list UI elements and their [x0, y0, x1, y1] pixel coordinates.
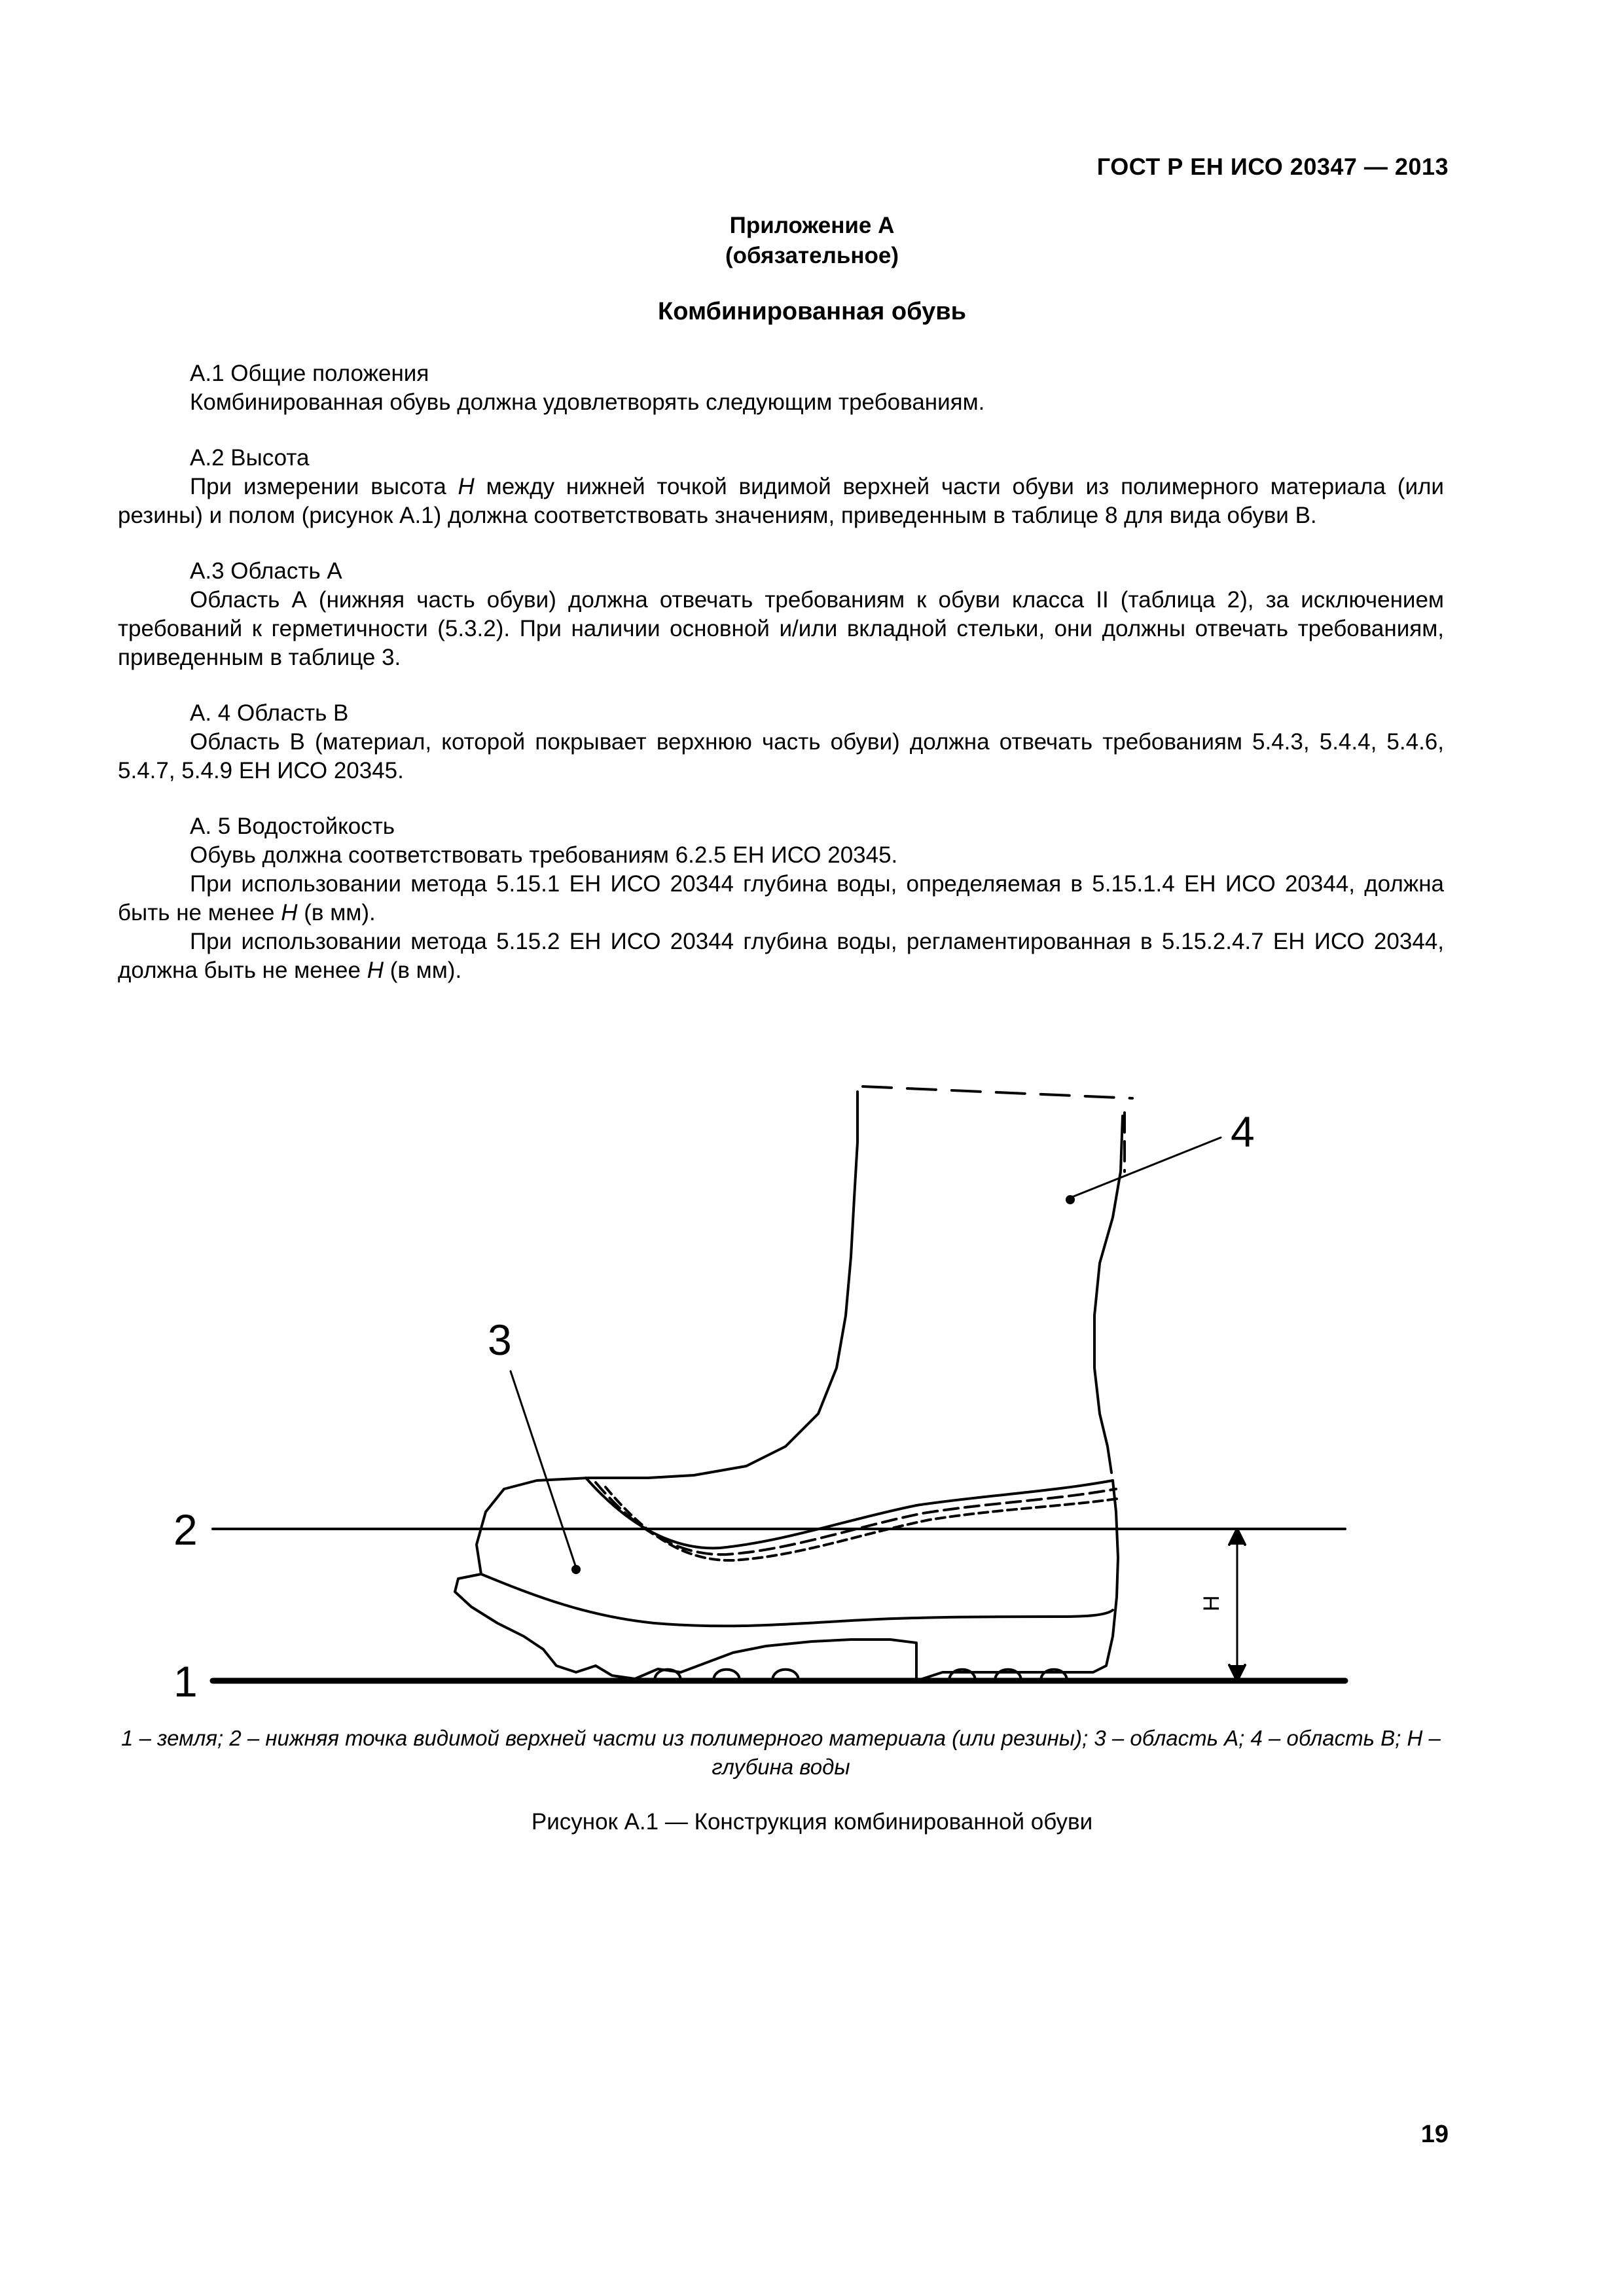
- figure-legend: 1 – земля; 2 – нижняя точка видимой верхней части из полимерного материала (или резины); 3 – область А; 4 – область В; H – глубина воды: [121, 1726, 1441, 1779]
- section-a4-heading: А. 4 Область В: [190, 700, 349, 726]
- annex-heading: [0, 211, 1624, 271]
- section-a5-text-3: [118, 927, 1444, 985]
- boot-diagram: [105, 1060, 1381, 1702]
- figure-label-1: 1: [173, 1657, 198, 1702]
- document-title: Комбинированная обувь: [658, 298, 966, 325]
- section-a2-heading: А.2 Высота: [190, 445, 310, 471]
- figure-caption: Рисунок А.1 — Конструкция комбинированной обуви: [531, 1809, 1093, 1835]
- boot-shaft-outline: [589, 1092, 857, 1478]
- page-number: 19: [1420, 2121, 1449, 2148]
- figure-label-h: H: [1199, 1595, 1224, 1611]
- section-a1: [118, 359, 1444, 417]
- leader-line-3: [511, 1371, 576, 1568]
- section-a4-text: Область В (материал, которой покрывает верхнюю часть обуви) должна отвечать требованиям 5.4.3, 5.4.4, 5.4.6, 5.4.7, 5.4.9 ЕН ИСО 20345.: [118, 729, 1444, 783]
- leader-dot-4: [1066, 1195, 1075, 1204]
- text-run: При измерении высота: [190, 474, 458, 499]
- section-a1-text: Комбинированная обувь должна удовлетворять следующим требованиям.: [190, 389, 985, 415]
- text-run: При использовании метода 5.15.1 ЕН ИСО 20344 глубина воды, определяемая в 5.15.1.4 ЕН ИСО 20344, должна быть не менее: [118, 871, 1444, 925]
- variable-h: H: [281, 900, 298, 925]
- section-a2: [118, 444, 1444, 530]
- section-a3: [118, 557, 1444, 672]
- section-a5: [118, 812, 1444, 985]
- variable-h: H: [458, 474, 475, 499]
- leader-dot-3: [571, 1565, 581, 1574]
- leader-line-4: [1070, 1138, 1221, 1198]
- section-a3-text: Область А (нижняя часть обуви) должна отвечать требованиям к обуви класса II (таблица 2), за исключением требований к герметичности (5.3.2). При наличии основной и/или вкладной стельки, они должны отвечать требованиям, приведенным в таблице 3.: [118, 587, 1444, 670]
- figure-label-2: 2: [173, 1505, 198, 1554]
- figure-label-4: 4: [1231, 1107, 1255, 1156]
- annex-status: (обязательное): [725, 243, 899, 268]
- document-body: [118, 359, 1444, 1012]
- boot-lining-1: [586, 1478, 1113, 1548]
- text-run: (в мм).: [297, 900, 376, 925]
- text-run: (в мм).: [383, 958, 462, 983]
- section-a4: [118, 699, 1444, 785]
- boot-shaft-back: [1094, 1116, 1123, 1473]
- boot-shaft-top: [863, 1086, 1132, 1098]
- section-a5-text-1: Обувь должна соответствовать требованиям 6.2.5 ЕН ИСО 20345.: [190, 842, 898, 868]
- text-run: При использовании метода 5.15.2 ЕН ИСО 20344 глубина воды, регламентированная в 5.15.2.4.7 ЕН ИСО 20344, должна быть не менее: [118, 929, 1444, 983]
- text-run: между нижней точкой видимой верхней части обуви из полимерного материала (или резины) и полом (рисунок А.1) должна соответствовать значениям, приведенным в таблице 8 для вида обуви В.: [118, 474, 1444, 528]
- annex-title: Приложение А: [729, 213, 895, 238]
- section-a2-text: [118, 473, 1444, 530]
- boot-sole-inner: [481, 1574, 1113, 1626]
- dimension-h-arrow-top: [1229, 1529, 1245, 1545]
- figure-label-3: 3: [488, 1316, 512, 1364]
- variable-h: H: [367, 958, 384, 983]
- section-a1-heading: А.1 Общие положения: [190, 361, 429, 386]
- boot-lower-outline: [477, 1478, 589, 1574]
- section-a3-heading: А.3 Область А: [190, 558, 342, 584]
- standard-header: ГОСТ Р ЕН ИСО 20347 — 2013: [1096, 153, 1449, 180]
- boot-figure: [105, 1060, 1381, 1702]
- section-a5-heading: А. 5 Водостойкость: [190, 814, 395, 839]
- section-a5-text-2: [118, 870, 1444, 927]
